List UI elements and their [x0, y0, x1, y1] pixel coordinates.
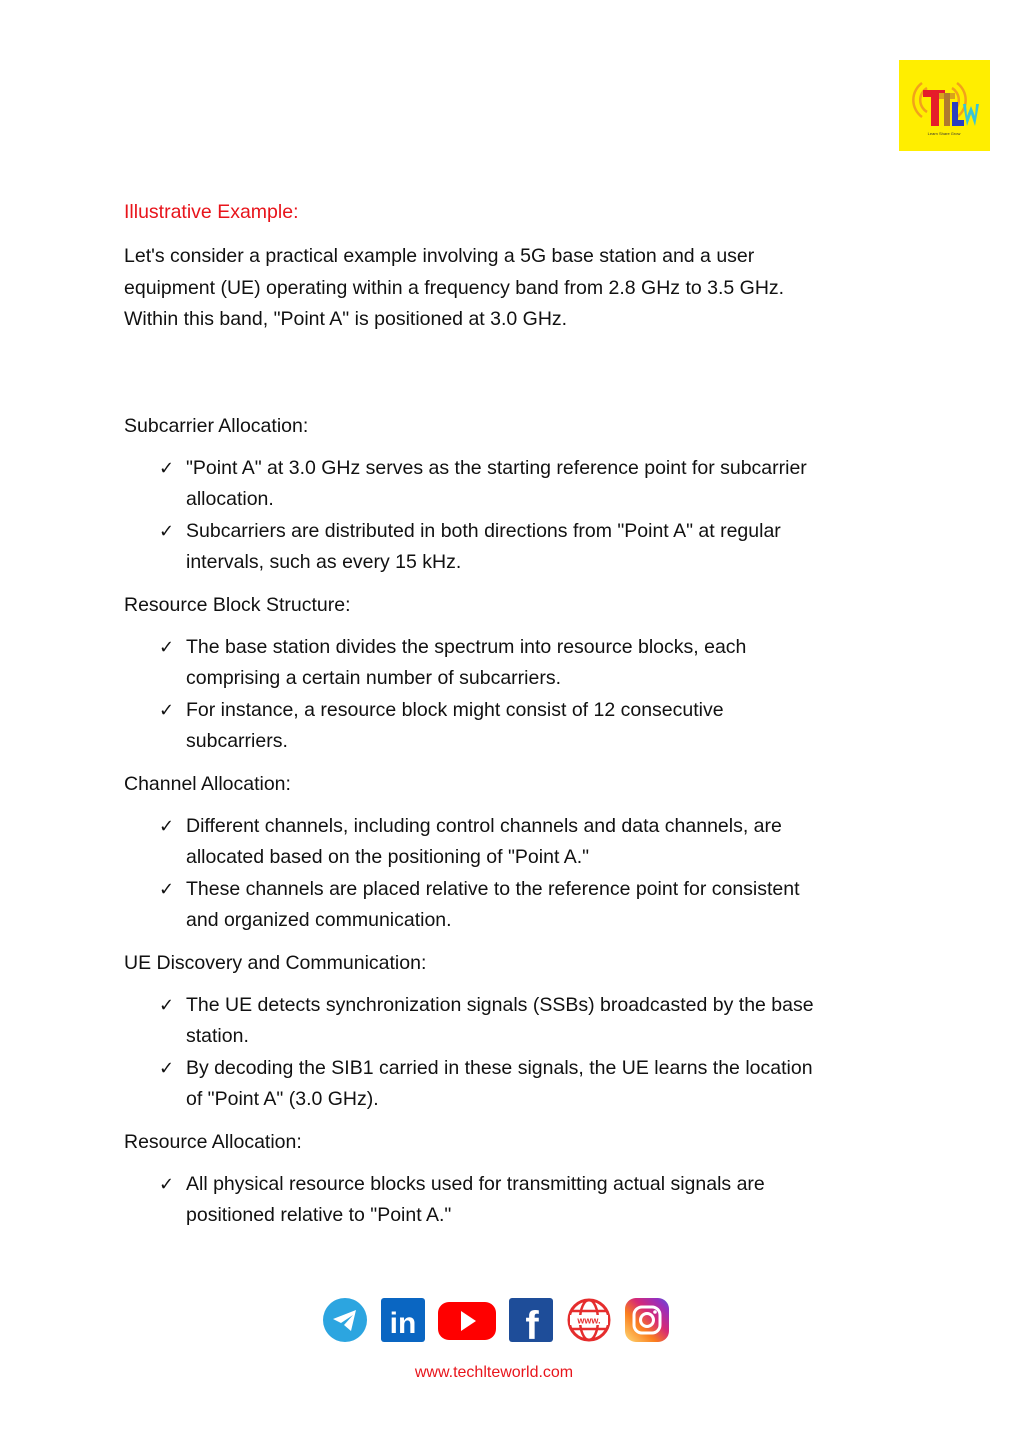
checkmark-icon: ✓ — [159, 1173, 175, 1195]
item-text: allocated based on the positioning of "Point A." — [186, 846, 590, 868]
list-item — [124, 1169, 904, 1232]
bullet-list — [124, 453, 904, 579]
illustrative-example-heading: Illustrative Example: — [124, 201, 299, 223]
section-resource-block-structure — [124, 589, 904, 758]
tlw-logo-icon — [899, 60, 990, 151]
section-heading: UE Discovery and Communication: — [124, 951, 427, 974]
item-text: and organized communication. — [186, 909, 452, 931]
checkmark-icon: ✓ — [159, 994, 175, 1016]
list-item — [124, 811, 904, 874]
list-item — [124, 695, 904, 758]
intro-paragraph — [124, 241, 904, 336]
item-text: These channels are placed relative to the reference point for consistent — [186, 877, 800, 900]
website-link[interactable]: www.techlteworld.com — [414, 1364, 574, 1381]
checkmark-icon: ✓ — [159, 878, 175, 900]
bullet-list — [124, 1169, 904, 1232]
item-text: Subcarriers are distributed in both directions from "Point A" at regular — [186, 519, 781, 542]
list-item — [124, 453, 904, 516]
item-text: For instance, a resource block might consist of 12 consecutive — [186, 698, 724, 721]
item-text: positioned relative to "Point A." — [186, 1204, 452, 1226]
instagram-icon[interactable] — [623, 1296, 671, 1344]
checkmark-icon: ✓ — [159, 636, 175, 658]
list-item — [124, 516, 904, 579]
intro-line: Within this band, "Point A" is positioned at 3.0 GHz. — [124, 308, 568, 330]
item-text: allocation. — [186, 488, 274, 510]
checkmark-icon: ✓ — [159, 457, 175, 479]
item-text: comprising a certain number of subcarriers. — [186, 667, 561, 689]
linkedin-icon[interactable] — [379, 1296, 427, 1344]
item-text: All physical resource blocks used for transmitting actual signals are — [186, 1172, 765, 1195]
item-text: of "Point A" (3.0 GHz). — [186, 1088, 379, 1110]
logo — [899, 60, 990, 151]
list-item — [124, 632, 904, 695]
item-text: station. — [186, 1025, 249, 1047]
item-text: By decoding the SIB1 carried in these signals, the UE learns the location — [186, 1056, 813, 1079]
item-text: subcarriers. — [186, 730, 288, 752]
checkmark-icon: ✓ — [159, 1057, 175, 1079]
section-channel-allocation — [124, 768, 904, 937]
svg-text:f: f — [525, 1304, 539, 1343]
youtube-icon[interactable] — [437, 1296, 497, 1344]
bullet-list — [124, 990, 904, 1116]
section-heading: Subcarrier Allocation: — [124, 414, 309, 437]
section-resource-allocation — [124, 1126, 904, 1232]
section-heading: Resource Block Structure: — [124, 593, 351, 616]
item-text: Different channels, including control channels and data channels, are — [186, 814, 782, 837]
section-heading: Resource Allocation: — [124, 1130, 302, 1153]
item-text: intervals, such as every 15 kHz. — [186, 551, 462, 573]
checkmark-icon: ✓ — [159, 699, 175, 721]
checkmark-icon: ✓ — [159, 520, 175, 542]
item-text: "Point A" at 3.0 GHz serves as the starting reference point for subcarrier — [186, 456, 807, 479]
section-heading: Channel Allocation: — [124, 772, 291, 795]
list-item — [124, 990, 904, 1053]
item-text: The UE detects synchronization signals (SSBs) broadcasted by the base — [186, 993, 814, 1016]
checkmark-icon: ✓ — [159, 815, 175, 837]
svg-text:in: in — [389, 1307, 417, 1340]
bullet-list — [124, 811, 904, 937]
intro-line: equipment (UE) operating within a frequency band from 2.8 GHz to 3.5 GHz. — [124, 276, 785, 299]
svg-text:Learn Share Grow: Learn Share Grow — [927, 131, 961, 136]
svg-text:www.: www. — [577, 1315, 601, 1326]
telegram-icon[interactable] — [321, 1296, 369, 1344]
document-body — [124, 196, 904, 1242]
facebook-icon[interactable] — [507, 1296, 555, 1344]
social-links — [321, 1296, 671, 1344]
list-item — [124, 1053, 904, 1116]
bullet-list — [124, 632, 904, 758]
website-icon[interactable] — [565, 1296, 613, 1344]
section-ue-discovery — [124, 947, 904, 1116]
list-item — [124, 874, 904, 937]
section-subcarrier-allocation — [124, 410, 904, 579]
intro-line: Let's consider a practical example involving a 5G base station and a user — [124, 245, 755, 267]
item-text: The base station divides the spectrum into resource blocks, each — [186, 635, 747, 658]
